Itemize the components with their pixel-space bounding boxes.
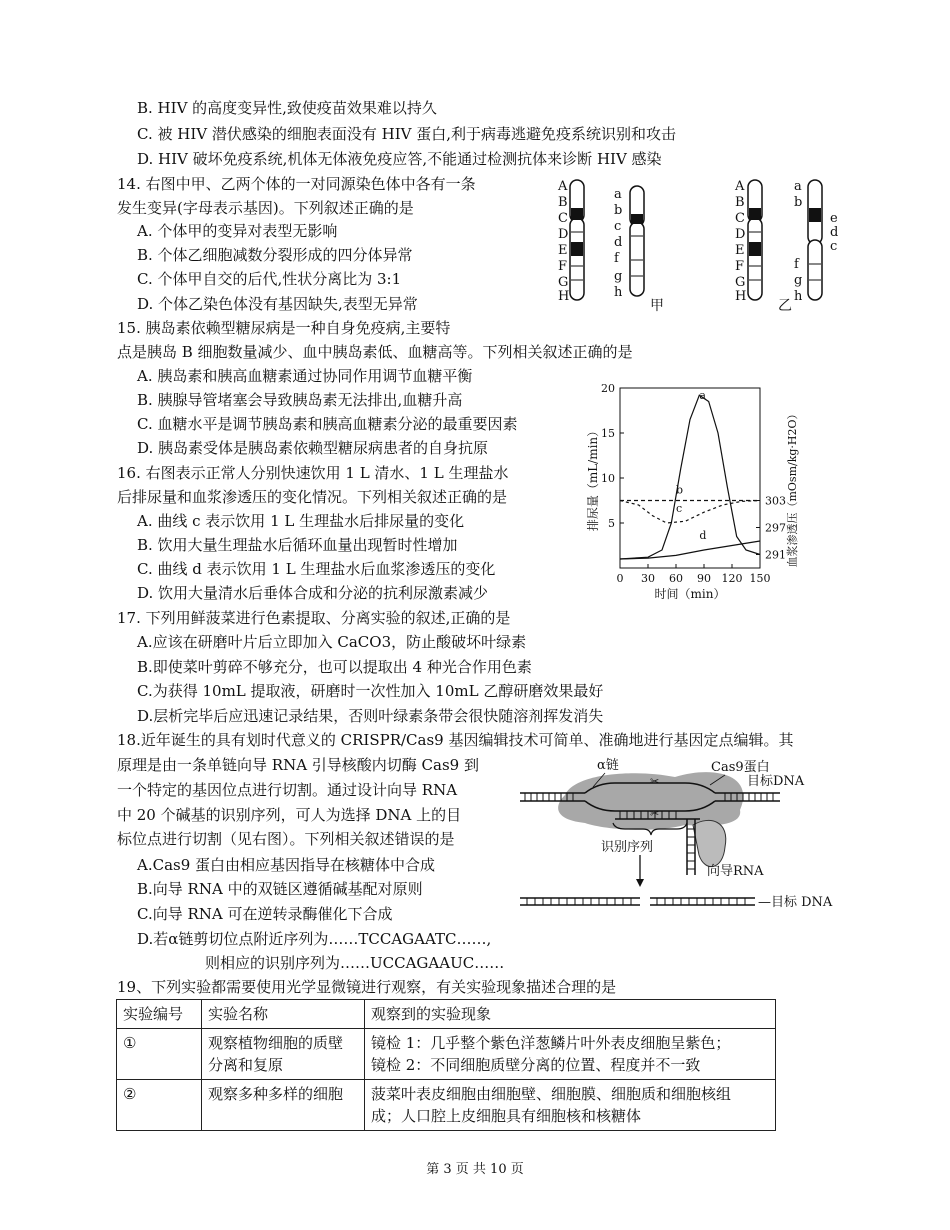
table-cell: ① (117, 1029, 202, 1080)
gene-label: B (558, 195, 568, 210)
label-jia: 甲 (650, 298, 664, 312)
q15-option-d: D. 胰岛素受体是胰岛素依赖型糖尿病患者的自身抗原 (137, 439, 489, 457)
gene-label: A (735, 179, 745, 194)
y-tick-label: 15 (601, 427, 615, 440)
q16-stem-line1: 16. 右图表示正常人分别快速饮用 1 L 清水、1 L 生理盐水 (117, 464, 509, 482)
gene-label: f (794, 257, 799, 272)
table-cell (365, 1080, 776, 1131)
q18-option-d-line2: 则相应的识别序列为……UCCAGAAUC…… (205, 954, 505, 972)
table-cell: ② (117, 1080, 202, 1131)
yi-right-chromosome (808, 180, 822, 300)
label-yi: 乙 (778, 298, 792, 312)
q15-option-a: A. 胰岛素和胰高血糖素通过协同作用调节血糖平衡 (137, 367, 473, 385)
q16-option-d: D. 饮用大量清水后垂体合成和分泌的抗利尿激素减少 (137, 584, 489, 602)
gene-label: C (735, 211, 745, 226)
target-dna-label: 目标DNA (747, 774, 805, 789)
guide-rna-label: 向导RNA (707, 864, 764, 879)
x-tick-label: 30 (641, 572, 655, 585)
series-label-b: b (676, 483, 684, 497)
gene-label: g (614, 269, 623, 284)
crispr-cas9-figure (515, 755, 835, 920)
table-header: 实验编号 (117, 1000, 202, 1029)
y-right-axis-label: 血浆渗透压（mOsm/kg·H2O） (786, 408, 799, 568)
cell-line: 菠菜叶表皮细胞由细胞壁、细胞膜、细胞质和细胞核组 (371, 1085, 732, 1103)
q14-option-d: D. 个体乙染色体没有基因缺失,表型无异常 (137, 295, 418, 313)
q15-option-b: B. 胰腺导管堵塞会导致胰岛素无法排出,血糖升高 (137, 391, 463, 409)
arrow-down-icon (636, 879, 644, 887)
q14-stem-line2: 发生变异(字母表示基因)。下列叙述正确的是 (117, 199, 414, 217)
q14-option-a: A. 个体甲的变异对表型无影响 (137, 222, 338, 240)
q13-option-d: D. HIV 破坏免疫系统,机体无体液免疫应答,不能通过检测抗体来诊断 HIV 感染 (137, 150, 662, 168)
table-row (117, 1029, 776, 1080)
gene-label: G (735, 275, 746, 290)
cell-line: 观察植物细胞的质壁 (208, 1034, 344, 1052)
y-tick-label: 10 (601, 472, 615, 485)
series-line-c (620, 501, 760, 524)
gene-label: f (614, 251, 619, 266)
q17-option-c: C.为获得 10mL 提取液，研磨时一次性加入 10mL 乙醇研磨效果最好 (137, 682, 604, 700)
cut-target-dna (520, 898, 755, 905)
q16-stem-line2: 后排尿量和血浆渗透压的变化情况。下列相关叙述正确的是 (117, 488, 508, 506)
q18-stem-line3: 一个特定的基因位点进行切割。通过设计向导 RNA (117, 781, 458, 799)
q16-option-b: B. 饮用大量生理盐水后循环血量出现暂时性增加 (137, 536, 458, 554)
jia-right-genes (614, 187, 623, 300)
gene-label: H (558, 289, 570, 304)
q16-option-a: A. 曲线 c 表示饮用 1 L 生理盐水后排尿量的变化 (137, 512, 465, 530)
cell-line: 镜检 1：几乎整个紫色洋葱鳞片叶外表皮细胞呈紫色； (371, 1034, 731, 1052)
series-label-d: d (699, 529, 707, 543)
q14-stem-line1: 14. 右图中甲、乙两个体的一对同源染色体中各有一条 (117, 175, 476, 193)
q13-option-b: B. HIV 的高度变异性,致使疫苗效果难以持久 (137, 99, 437, 117)
table-header: 实验名称 (202, 1000, 365, 1029)
table-cell (202, 1080, 365, 1131)
jia-left-genes (557, 179, 569, 304)
table-header: 观察到的实验现象 (365, 1000, 776, 1029)
y-right-tick-label: 303 (765, 494, 786, 508)
series-line-d (620, 541, 760, 559)
table-cell (365, 1029, 776, 1080)
yi-left-genes (734, 179, 746, 304)
q17-stem: 17. 下列用鲜菠菜进行色素提取、分离实验的叙述,正确的是 (117, 609, 511, 627)
gene-label: E (558, 243, 568, 258)
cell-line: 观察多种多样的细胞 (208, 1085, 344, 1103)
series-label-c: c (676, 502, 683, 516)
q18-stem-line2: 原理是由一条单链向导 RNA 引导核酸内切酶 Cas9 到 (117, 756, 479, 774)
gene-label: G (558, 275, 569, 290)
cell-line: 成；人口腔上皮细胞具有细胞核和核糖体 (371, 1107, 642, 1125)
table-cell (202, 1029, 365, 1080)
gene-label: b (614, 203, 623, 218)
gene-label: H (735, 289, 747, 304)
gene-label: d (830, 225, 839, 240)
gene-label: E (735, 243, 745, 258)
gene-label: C (558, 211, 568, 226)
page-footer: 第 3 页 共 10 页 (426, 1162, 524, 1177)
scissors-icon: ✂ (650, 775, 660, 788)
q15-stem-line2: 点是胰岛 B 细胞数量减少、血中胰岛素低、血糖高等。下列相关叙述正确的是 (117, 343, 633, 361)
table-header-row (117, 1000, 776, 1029)
y-axis-label: 排尿量（mL/min） (586, 424, 600, 532)
q16-option-c: C. 曲线 d 表示饮用 1 L 生理盐水后血浆渗透压的变化 (137, 560, 496, 578)
q17-option-d: D.层析完毕后应迅速记录结果，否则叶绿素条带会很快随溶剂挥发消失 (137, 707, 604, 725)
x-tick-label: 120 (721, 572, 743, 585)
q18-option-c: C.向导 RNA 可在逆转录酶催化下合成 (137, 905, 393, 923)
q18-stem-line4: 中 20 个碱基的识别序列，可人为选择 DNA 上的目 (117, 806, 462, 824)
cell-line: 分离和复原 (208, 1056, 284, 1074)
q18-option-d-line1: D.若α链剪切位点附近序列为……TCCAGAATC……, (137, 930, 492, 948)
gene-label: e (830, 211, 838, 226)
q18-option-b: B.向导 RNA 中的双链区遵循碱基配对原则 (137, 880, 423, 898)
gene-label: B (735, 195, 745, 210)
gene-label: a (794, 179, 802, 194)
gene-label: a (614, 187, 622, 202)
gene-label: g (794, 273, 803, 288)
gene-label: F (558, 259, 568, 274)
gene-label: h (794, 289, 803, 304)
cas9-label: Cas9蛋白 (711, 760, 770, 775)
jia-left-chromosome (570, 180, 584, 300)
recognition-seq-label: 识别序列 (601, 840, 654, 855)
gene-label: c (830, 239, 838, 254)
x-axis-label: 时间（min） (654, 587, 726, 600)
urine-osmolarity-chart (585, 380, 815, 600)
q15-option-c: C. 血糖水平是调节胰岛素和胰高血糖素分泌的最重要因素 (137, 415, 518, 433)
q18-option-a: A.Cas9 蛋白由相应基因指导在核糖体中合成 (137, 856, 436, 874)
gene-label: b (794, 195, 803, 210)
x-tick-label: 90 (697, 572, 711, 585)
x-tick-label: 60 (669, 572, 683, 585)
q18-stem-line5: 标位点进行切割（见右图）。下列相关叙述错误的是 (117, 830, 455, 848)
series-label-a: a (699, 388, 706, 402)
y-tick-label: 20 (601, 382, 615, 395)
q13-option-c: C. 被 HIV 潜伏感染的细胞表面没有 HIV 蛋白,利于病毒逃避免疫系统识别和攻击 (137, 125, 676, 143)
q19-stem: 19、下列实验都需要使用光学显微镜进行观察，有关实验现象描述合理的是 (117, 978, 617, 996)
gene-label: D (558, 227, 569, 242)
gene-label: h (614, 285, 623, 300)
q15-stem-line1: 15. 胰岛素依赖型糖尿病是一种自身免疫病,主要特 (117, 319, 451, 337)
x-tick-label: 0 (616, 572, 624, 585)
gene-label: A (558, 179, 568, 194)
y-right-tick-label: 291 (765, 548, 786, 562)
gene-label: c (614, 219, 622, 234)
gene-label: d (614, 235, 623, 250)
series-line-a (620, 395, 760, 559)
gene-label: D (735, 227, 746, 242)
chromosome-figure (550, 172, 850, 312)
q18-stem-line1: 18.近年诞生的具有划时代意义的 CRISPR/Cas9 基因编辑技术可简单、准确地进行基因定点编辑。其 (117, 731, 794, 749)
yi-left-chromosome (748, 180, 762, 300)
plot-frame (620, 388, 760, 568)
q14-option-b: B. 个体乙细胞减数分裂形成的四分体异常 (137, 246, 413, 264)
q14-option-c: C. 个体甲自交的后代,性状分离比为 3:1 (137, 270, 402, 288)
scissors-icon: ✂ (650, 807, 660, 820)
y-right-tick-label: 297 (765, 521, 786, 535)
table-row (117, 1080, 776, 1131)
y-tick-label: 5 (608, 517, 615, 530)
x-tick-label: 150 (749, 572, 771, 585)
target-dna-bottom-label: —目标 DNA (758, 895, 833, 910)
jia-right-chromosome (630, 186, 644, 296)
experiment-table (116, 999, 776, 1131)
q17-option-a: A.应该在研磨叶片后立即加入 CaCO3，防止酸破坏叶绿素 (137, 633, 527, 651)
q17-option-b: B.即使菜叶剪碎不够充分，也可以提取出 4 种光合作用色素 (137, 658, 532, 676)
alpha-chain-label: α链 (597, 758, 619, 773)
cell-line: 镜检 2：不同细胞质壁分离的位置、程度并不一致 (371, 1056, 701, 1074)
gene-label: F (735, 259, 745, 274)
